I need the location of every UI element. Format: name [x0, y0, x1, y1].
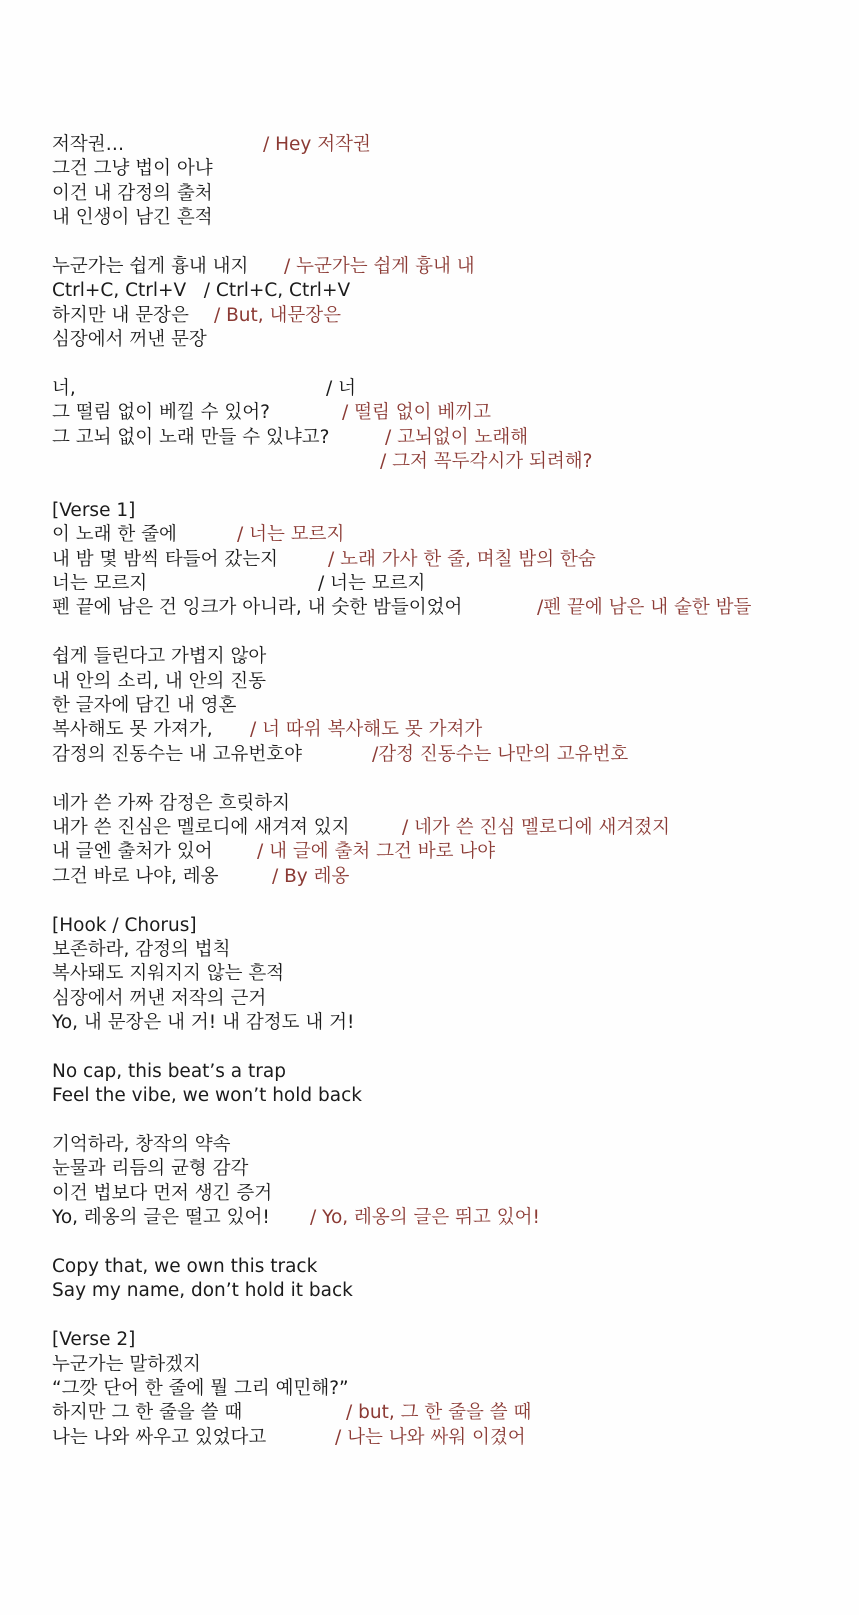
- lyric-line: [52, 792, 852, 816]
- lyric-line: [52, 255, 852, 279]
- lyric-text: Copy that, we own this track: [52, 1255, 318, 1277]
- lyric-translation: / 누군가는 쉽게 흉내 내: [284, 255, 475, 277]
- lyric-translation: / Yo, 레옹의 글은 뛰고 있어!: [310, 1207, 540, 1229]
- lyric-translation: / 고뇌없이 노래해: [385, 426, 529, 448]
- lyric-translation: / 너는 모르지: [237, 524, 345, 546]
- lyric-translation: / 너 따위 복사해도 못 가져가: [250, 719, 483, 741]
- lyric-text: [Verse 2]: [52, 1329, 136, 1351]
- lyric-text: Yo, 내 문장은 내 거! 내 감정도 내 거!: [52, 1012, 355, 1034]
- blank-line: [52, 474, 852, 498]
- lyric-line: [52, 279, 852, 303]
- lyric-line: [52, 1011, 852, 1035]
- section-label: [52, 1328, 852, 1352]
- lyric-text: 쉽게 들린다고 가볍지 않아: [52, 646, 267, 668]
- lyric-translation: / Hey 저작권: [263, 134, 371, 155]
- lyric-translation: /감정 진동수는 나만의 고유번호: [372, 743, 629, 765]
- lyric-line: [52, 304, 852, 328]
- lyric-line: [52, 1157, 852, 1181]
- lyric-line: [52, 426, 852, 450]
- lyric-translation: / 그저 꼭두각시가 되려해?: [380, 451, 593, 473]
- blank-line: [52, 1304, 852, 1328]
- lyric-text: 그 떨림 없이 베낄 수 있어?: [52, 402, 270, 424]
- lyric-line: [52, 572, 852, 596]
- lyric-line: [52, 645, 852, 669]
- lyric-text: 하지만 내 문장은: [52, 304, 189, 326]
- lyric-line: [52, 206, 852, 230]
- lyric-text: Say my name, don’t hold it back: [52, 1280, 353, 1302]
- lyric-line: [52, 401, 852, 425]
- lyric-text: 복사돼도 지워지지 않는 흔적: [52, 963, 285, 985]
- lyric-text: 이건 내 감정의 출처: [52, 182, 213, 204]
- lyric-text: 심장에서 꺼낸 문장: [52, 329, 207, 351]
- lyric-translation: / 너는 모르지: [318, 573, 426, 595]
- section-label: [52, 499, 852, 523]
- lyric-line: [52, 1426, 852, 1450]
- lyric-line: [52, 1060, 852, 1084]
- lyric-text: [Hook / Chorus]: [52, 914, 197, 936]
- lyric-line: [52, 1182, 852, 1206]
- blank-line: [52, 231, 852, 255]
- lyric-text: 그건 그냥 법이 아냐: [52, 158, 213, 180]
- lyric-text: 내가 쓴 진심은 멜로디에 새겨져 있지: [52, 816, 350, 838]
- lyric-line: [52, 548, 852, 572]
- lyric-text: Feel the vibe, we won’t hold back: [52, 1085, 362, 1107]
- lyric-line: [52, 523, 852, 547]
- lyric-text: 그건 바로 나야, 레옹: [52, 865, 219, 887]
- section-label: [52, 914, 852, 938]
- lyric-text: No cap, this beat’s a trap: [52, 1060, 286, 1082]
- lyric-text: [Verse 1]: [52, 499, 136, 521]
- lyric-translation: / 네가 쓴 진심 멜로디에 새겨졌지: [402, 816, 670, 838]
- blank-line: [52, 1231, 852, 1255]
- lyric-text: 저작권…: [52, 134, 125, 155]
- lyric-text: 하지만 그 한 줄을 쓸 때: [52, 1402, 243, 1424]
- lyric-text: 이 노래 한 줄에: [52, 524, 177, 546]
- lyric-line: [52, 1279, 852, 1303]
- lyric-line: [52, 450, 852, 474]
- lyric-line: [52, 1084, 852, 1108]
- lyric-line: [52, 1401, 852, 1425]
- blank-line: [52, 889, 852, 913]
- lyric-line: [52, 182, 852, 206]
- lyric-line: [52, 328, 852, 352]
- lyric-line: [52, 670, 852, 694]
- lyric-text: 심장에서 꺼낸 저작의 근거: [52, 987, 267, 1009]
- lyric-line: [52, 694, 852, 718]
- blank-line: [52, 1035, 852, 1059]
- lyric-line: [52, 1255, 852, 1279]
- lyric-translation: / But, 내문장은: [214, 304, 342, 326]
- lyric-line: [52, 1206, 852, 1230]
- lyric-text: 내 글엔 출처가 있어: [52, 841, 213, 863]
- lyric-line: [52, 1133, 852, 1157]
- lyric-line: [52, 816, 852, 840]
- lyric-line: [52, 377, 852, 401]
- lyric-line: [52, 743, 852, 767]
- blank-line: [52, 621, 852, 645]
- blank-line: [52, 353, 852, 377]
- lyric-translation: /펜 끝에 남은 내 숱한 밤들: [537, 597, 752, 619]
- lyric-text: “그깟 단어 한 줄에 뭘 그리 예민해?”: [52, 1377, 349, 1399]
- lyric-text: 내 밤 몇 밤씩 타들어 갔는지: [52, 548, 278, 570]
- lyric-translation: / 떨림 없이 베끼고: [342, 402, 491, 424]
- lyric-line: [52, 840, 852, 864]
- lyric-text: 내 안의 소리, 내 안의 진동: [52, 670, 266, 692]
- lyric-line: [52, 987, 852, 1011]
- lyrics-document: [52, 133, 852, 1450]
- lyric-text: 그 고뇌 없이 노래 만들 수 있냐고?: [52, 426, 330, 448]
- lyric-text: Yo, 레옹의 글은 떨고 있어!: [52, 1207, 270, 1229]
- lyric-translation: / By 레옹: [272, 865, 350, 887]
- lyric-text: 감정의 진동수는 내 고유번호야: [52, 743, 302, 765]
- lyric-translation: / but, 그 한 줄을 쓸 때: [346, 1402, 532, 1424]
- lyric-text: 한 글자에 담긴 내 영혼: [52, 694, 237, 716]
- lyric-text: 복사해도 못 가져가,: [52, 719, 213, 741]
- lyric-line: [52, 962, 852, 986]
- lyric-text: 나는 나와 싸우고 있었다고: [52, 1426, 267, 1448]
- lyric-text: 보존하라, 감정의 법칙: [52, 938, 231, 960]
- lyric-line: [52, 865, 852, 889]
- lyric-translation: / 너: [326, 377, 356, 399]
- lyric-text: 너는 모르지: [52, 573, 148, 595]
- lyric-line: [52, 718, 852, 742]
- lyric-line: [52, 1353, 852, 1377]
- lyric-translation: / 내 글에 출처 그건 바로 나야: [257, 841, 496, 863]
- lyric-line: [52, 157, 852, 181]
- lyric-text: 네가 쓴 가짜 감정은 흐릿하지: [52, 792, 290, 814]
- lyric-text: 내 인생이 남긴 흔적: [52, 207, 213, 229]
- lyric-line: [52, 133, 852, 157]
- lyric-text: 이건 법보다 먼저 생긴 증거: [52, 1182, 273, 1204]
- lyric-translation: / 노래 가사 한 줄, 며칠 밤의 한숨: [328, 548, 596, 570]
- lyric-text: 누군가는 말하겠지: [52, 1353, 201, 1375]
- blank-line: [52, 1109, 852, 1133]
- lyric-text: 기억하라, 창작의 약속: [52, 1134, 231, 1156]
- lyric-translation: / 나는 나와 싸워 이겼어: [335, 1426, 526, 1448]
- lyric-line: [52, 938, 852, 962]
- lyric-text: 펜 끝에 남은 건 잉크가 아니라, 내 숫한 밤들이었어: [52, 597, 463, 619]
- lyric-text: Ctrl+C, Ctrl+V / Ctrl+C, Ctrl+V: [52, 280, 351, 302]
- lyric-line: [52, 596, 852, 620]
- lyric-text: 눈물과 리듬의 균형 감각: [52, 1158, 249, 1180]
- lyric-line: [52, 1377, 852, 1401]
- lyric-text: 너,: [52, 377, 76, 399]
- lyric-text: 누군가는 쉽게 흉내 내지: [52, 255, 249, 277]
- blank-line: [52, 767, 852, 791]
